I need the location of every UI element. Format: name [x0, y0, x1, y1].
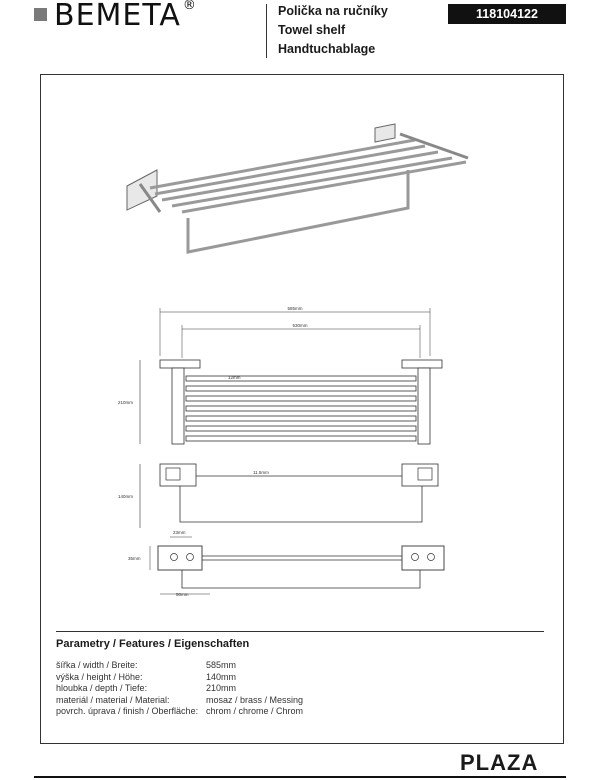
spec-label: šířka / width / Breite:	[56, 660, 138, 670]
spec-label: materiál / material / Material:	[56, 694, 170, 705]
dim-rod-diameter: 11.5mm	[253, 470, 269, 475]
dim-offset: 50mm	[176, 592, 189, 597]
spec-value: 585mm	[206, 660, 237, 670]
dim-width-inner: 530mm	[292, 323, 308, 328]
model-name: PLAZA	[460, 750, 539, 775]
dim-rod-gap: 12mm	[228, 375, 241, 380]
features-title: Parametry / Features / Eigenschaften	[56, 638, 250, 650]
brand-logo: BEMETA ®	[54, 0, 197, 33]
spec-value: 140mm	[206, 671, 237, 682]
spec-row-material	[56, 695, 303, 707]
dim-height: 210mm	[118, 400, 134, 405]
dim-mount-width: 23mm	[173, 530, 186, 535]
top-view	[128, 530, 444, 597]
spec-row-depth	[56, 683, 303, 695]
spec-value: mosaz / brass / Messing	[206, 694, 304, 705]
title-czech: Polička na ručníky	[278, 4, 388, 18]
dim-width-total: 585mm	[287, 306, 303, 311]
spec-label: povrch. úprava / finish / Oberfläche:	[56, 706, 199, 716]
spec-value: chrom / chrome / Chrom	[206, 706, 304, 716]
spec-list	[56, 660, 303, 718]
product-photo	[127, 124, 468, 252]
dim-mount-height: 35mm	[128, 556, 141, 561]
spec-value: 210mm	[206, 683, 237, 693]
side-view	[118, 464, 438, 528]
spec-row-width	[56, 660, 303, 672]
features-divider	[56, 631, 544, 632]
front-view	[118, 306, 442, 444]
title-english: Towel shelf	[278, 23, 346, 37]
spec-row-finish	[56, 706, 303, 718]
product-code-badge: 118104122	[448, 4, 566, 24]
spec-label: hloubka / depth / Tiefe:	[56, 683, 148, 693]
dim-depth: 140mm	[118, 494, 134, 499]
footer-rule	[34, 776, 566, 778]
title-german: Handtuchablage	[278, 42, 376, 56]
spec-row-height	[56, 672, 303, 684]
spec-label: výška / height / Höhe:	[56, 671, 143, 682]
